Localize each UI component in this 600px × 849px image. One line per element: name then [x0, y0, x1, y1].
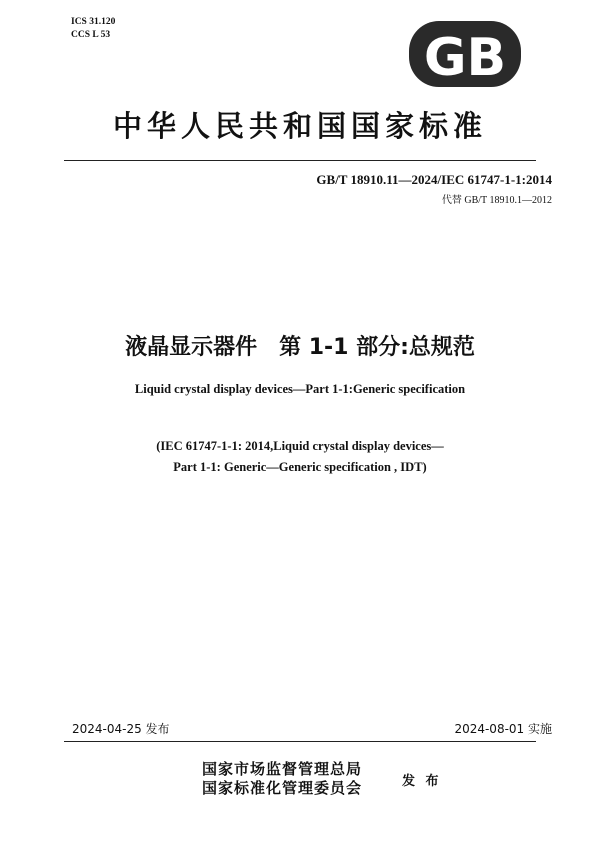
publish-label: 发 布 — [402, 774, 442, 789]
document-title-chinese: 液晶显示器件 第 1-1 部分:总规范 — [125, 335, 475, 360]
bottom-divider — [64, 741, 536, 742]
standard-number: GB/T 18910.11—2024/IEC 61747-1-1:2014 — [316, 172, 552, 187]
classification-block — [71, 16, 115, 42]
iec-equivalence-line1: (IEC 61747-1-1: 2014,Liquid crystal display devices— — [156, 439, 444, 453]
svg-text:GB: GB — [423, 28, 507, 88]
gb-logo-icon — [408, 20, 522, 88]
issuer-sac: 国家标准化管理委员会 — [202, 779, 363, 797]
implementation-date: 2024-08-01 实施 — [454, 722, 552, 736]
issue-date: 2024-04-25 发布 — [72, 722, 170, 736]
iec-equivalence — [0, 436, 600, 478]
ics-code: ICS 31.120 — [71, 17, 116, 27]
top-divider — [64, 160, 536, 161]
document-title-english: Liquid crystal display devices—Part 1-1:Generic specification — [134, 382, 466, 396]
ccs-code: CCS L 53 — [71, 30, 111, 40]
standard-type-title: 中华人民共和国国家标准 — [112, 109, 487, 143]
issuing-authorities — [202, 760, 362, 798]
replaces-note: 代替 GB/T 18910.1—2012 — [441, 195, 552, 206]
issuer-samr: 国家市场监督管理总局 — [202, 760, 363, 778]
iec-equivalence-line2: Part 1-1: Generic—Generic specification , IDT) — [173, 460, 427, 474]
